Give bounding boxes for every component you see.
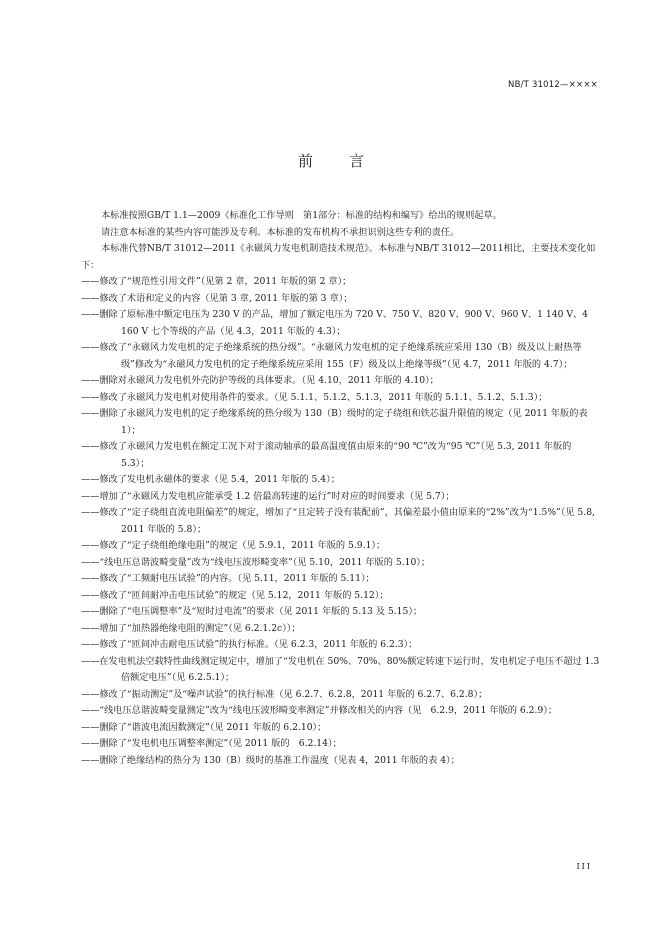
- list-item: ——删除了“谐波电流因数测定”（见 2011 年版的 6.2.10）；: [81, 721, 327, 733]
- list-item: ——增加了“加热器绝缘电阻的测定”（见 6.2.1.2c））；: [81, 622, 301, 634]
- standard-code: NB/T 31012—××××: [508, 80, 598, 90]
- list-item: ——在发电机法空载特性曲线测定规定中，增加了“发电机在 50%、70%、80%额定转速下运行时，发电机定子电压不超过 1.3 倍额定电压”（见 6.2.5.1）；: [81, 655, 600, 683]
- list-item: ——删除了原标准中额定电压为 230 V 的产品，增加了额定电压为 720 V、750 V、820 V、900 V、960 V、1 140 V、4 160 V 七个等级的产品（见 4.3，2011 年版的 4.3）；: [81, 309, 589, 337]
- list-item: ——删除了“发电机电压调整率测定”（见 2011 版的 6.2.14）；: [81, 738, 342, 749]
- list-item: ——修改了永磁风力发电机对使用条件的要求。（见 5.1.1、5.1.2、5.1.3，2011 年版的 5.1.1、5.1.2、5.1.3）；: [81, 391, 548, 403]
- list-item: ——增加了“永磁风力发电机应能承受 1.2 倍最高转速的运行”时对应的时间要求（见 5.7）；: [81, 490, 455, 502]
- page-number: III: [576, 862, 592, 871]
- list-item: ——修改了永磁风力发电机在额定工况下对于滚动轴承的最高温度值由原来的“90 ℃”改为“95 ℃”（见 5.3, 2011 年版的 5.3）；: [81, 441, 572, 469]
- list-item: ——修改了“规范性引用文件”（见第 2 章，2011 年版的第 2 章）；: [81, 276, 352, 287]
- list-item: ——删除了绝缘结构的热分为 130（B）级时的基准工作温度（见表 4，2011 年版的表 4）；: [81, 754, 460, 766]
- change-list: [81, 274, 601, 769]
- preface-body: [81, 208, 601, 769]
- list-item: ——修改了“匝间耐冲击电压试验”的规定（见 5.12，2011 年版的 5.12）；: [81, 589, 389, 601]
- list-item: ——修改了“工频耐电压试验”的内容。（见 5.11，2011 年版的 5.11）；: [81, 573, 375, 584]
- list-item: ——删除了“电压调整率”及“短时过电流”的要求（见 2011 年版的 5.13 及 5.15）；: [81, 606, 423, 617]
- intro-paragraph: 本标准代替NB/T 31012—2011《永磁风力发电机制造技术规范》。本标准与NB/T 31012—2011相比，主要技术变化如下：: [81, 243, 596, 271]
- list-item: ——修改了“定子绕组直流电阻偏差”的规定，增加了“且定转子没有装配前”，其偏差最小值由原来的“2%”改为“1.5%”（见 5.8, 2011 年版的 5.8）；: [81, 507, 595, 535]
- list-item: ——“线电压总谐波畸变量测定”改为“线电压波形畸变率测定”并修改相关的内容（见 6.2.9，2011 年版的 6.2.9）；: [81, 705, 558, 716]
- list-item: ——修改了“振动测定”及“噪声试验”的执行标准（见 6.2.7、6.2.8，2011 年版的 6.2.7、6.2.8）；: [81, 688, 488, 700]
- page-title: 前言: [297, 152, 400, 170]
- list-item: ——修改了发电机永磁体的要求（见 5.4，2011 年版的 5.4）；: [81, 474, 340, 485]
- intro-paragraph: 请注意本标准的某些内容可能涉及专利。本标准的发布机构不承担识别这些专利的责任。: [101, 226, 460, 238]
- list-item: ——删除对永磁风力发电机外壳防护等级的具体要求。（见 4.10，2011 年版的 4.10）；: [81, 375, 439, 386]
- list-item: ——“线电压总谐波畸变量”改为“线电压波形畸变率”（见 5.10，2011 年版的 5.10）；: [81, 556, 431, 568]
- intro-paragraph: 本标准按照GB/T 1.1—2009《标准化工作导则 第1部分：标准的结构和编写》给出的规则起草。: [101, 210, 502, 221]
- list-item: ——修改了“永磁风力发电机的定子绝缘系统的热分级”。“永磁风力发电机的定子绝缘系统应采用 130（B）级及以上耐热等级”修改为“永磁风力发电机的定子绝缘系统应采用 155（F）级及以上绝缘等级”（见 4.7，2011 年版的 4.7）；: [81, 342, 582, 370]
- list-item: ——修改了“匝间冲击耐电压试验”的执行标准。（见 6.2.3，2011 年版的 6.2.3）；: [81, 639, 418, 650]
- list-item: ——删除了永磁风力发电机的定子绝缘系统的热分级为 130（B）级时的定子绕组和铁芯温升限值的规定（见 2011 年版的表 1）；: [81, 408, 588, 436]
- list-item: ——修改了术语和定义的内容（见第 3 章, 2011 年版的第 3 章）；: [81, 292, 353, 304]
- list-item: ——修改了“定子绕组绝缘电阻”的规定（见 5.9.1，2011 年版的 5.9.1）；: [81, 540, 386, 551]
